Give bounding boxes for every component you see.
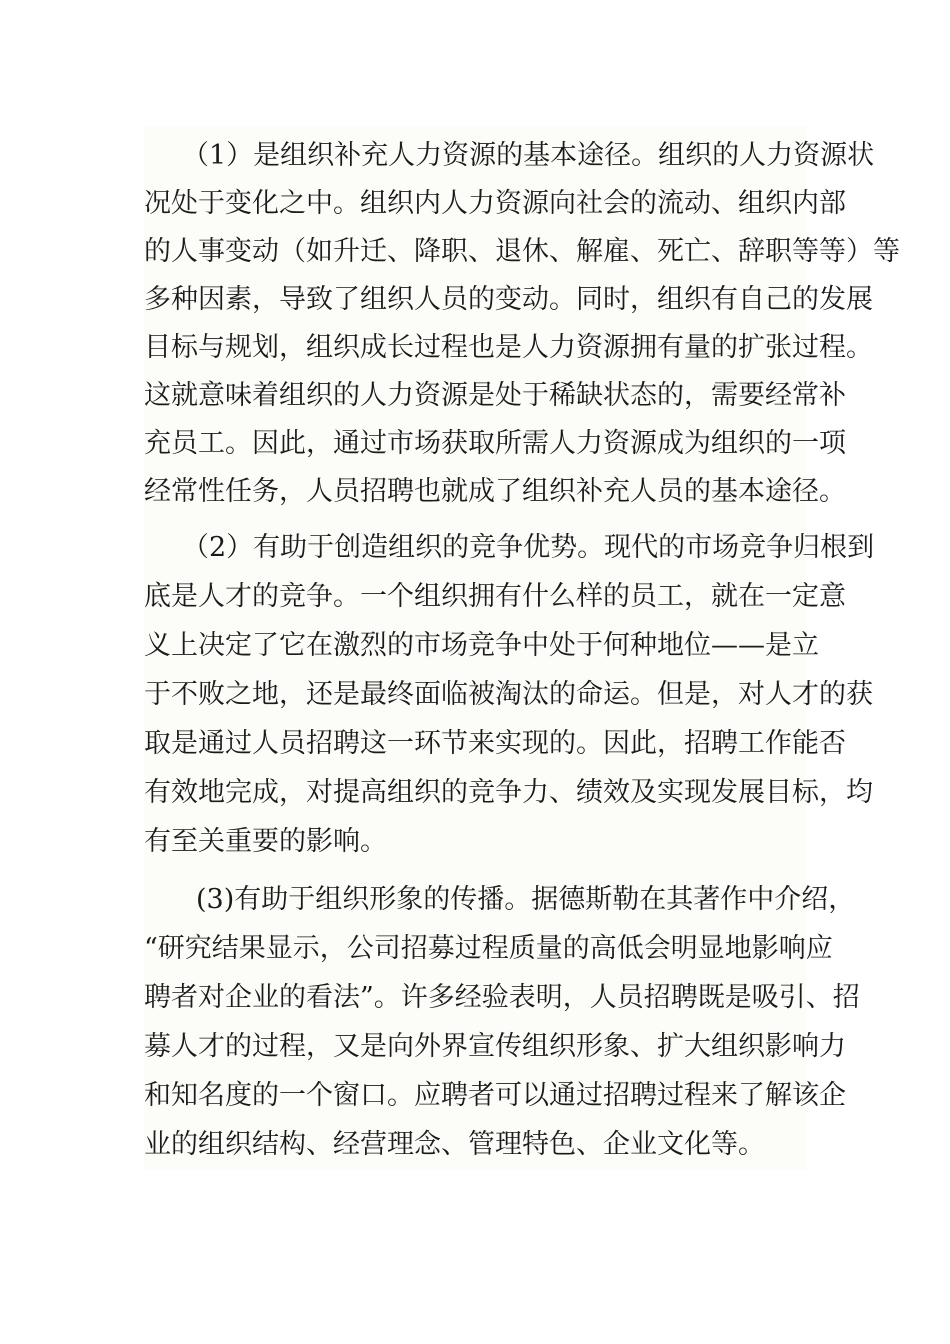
paragraph-1-line-6: 这就意味着组织的人力资源是处于稀缺状态的，需要经常补: [144, 380, 846, 411]
paragraph-2-line-2: 底是人才的竞争。一个组织拥有什么样的员工，就在一定意: [144, 581, 846, 612]
paragraph-2-line-1: （2）有助于创造组织的竞争优势。现代的市场竞争归根到: [182, 532, 875, 563]
paragraph-3-line-6: 业的组织结构、经营理念、管理特色、企业文化等。: [144, 1129, 765, 1160]
paragraph-2-line-3: 义上决定了它在激烈的市场竞争中处于何种地位——是立: [144, 630, 819, 661]
paragraph-1-line-4: 多种因素，导致了组织人员的变动。同时，组织有自己的发展: [144, 284, 873, 315]
paragraph-2-line-5: 取是通过人员招聘这一环节来实现的。因此，招聘工作能否: [144, 728, 846, 759]
paragraph-2-line-7: 有至关重要的影响。: [144, 826, 387, 857]
paragraph-3-line-2: “研究结果显示，公司招募过程质量的高低会明显地影响应: [144, 933, 833, 964]
paragraph-2-line-4: 于不败之地，还是最终面临被淘汰的命运。但是，对人才的获: [144, 679, 873, 710]
paragraph-1-line-3: 的人事变动（如升迁、降职、退休、解雇、死亡、辞职等等）等: [144, 236, 900, 267]
paragraph-1-line-2: 况处于变化之中。组织内人力资源向社会的流动、组织内部: [144, 188, 846, 219]
paragraph-3-line-4: 募人才的过程，又是向外界宣传组织形象、扩大组织影响力: [144, 1031, 846, 1062]
paragraph-1-line-8: 经常性任务，人员招聘也就成了组织补充人员的基本途径。: [144, 476, 846, 507]
paragraph-1-line-7: 充员工。因此，通过市场获取所需人力资源成为组织的一项: [144, 428, 846, 459]
paragraph-1-line-1: （1）是组织补充人力资源的基本途径。组织的人力资源状: [182, 140, 875, 171]
paragraph-1-line-5: 目标与规划，组织成长过程也是人力资源拥有量的扩张过程。: [144, 332, 873, 363]
paragraph-3-line-5: 和知名度的一个窗口。应聘者可以通过招聘过程来了解该企: [144, 1080, 846, 1111]
paragraph-3-line-1: (3)有助于组织形象的传播。据德斯勒在其著作中介绍，: [196, 884, 856, 915]
paragraph-3-line-3: 聘者对企业的看法”。许多经验表明，人员招聘既是吸引、招: [144, 982, 860, 1013]
document-text-block: [144, 126, 900, 1170]
paragraph-2-line-6: 有效地完成，对提高组织的竞争力、绩效及实现发展目标，均: [144, 777, 873, 808]
